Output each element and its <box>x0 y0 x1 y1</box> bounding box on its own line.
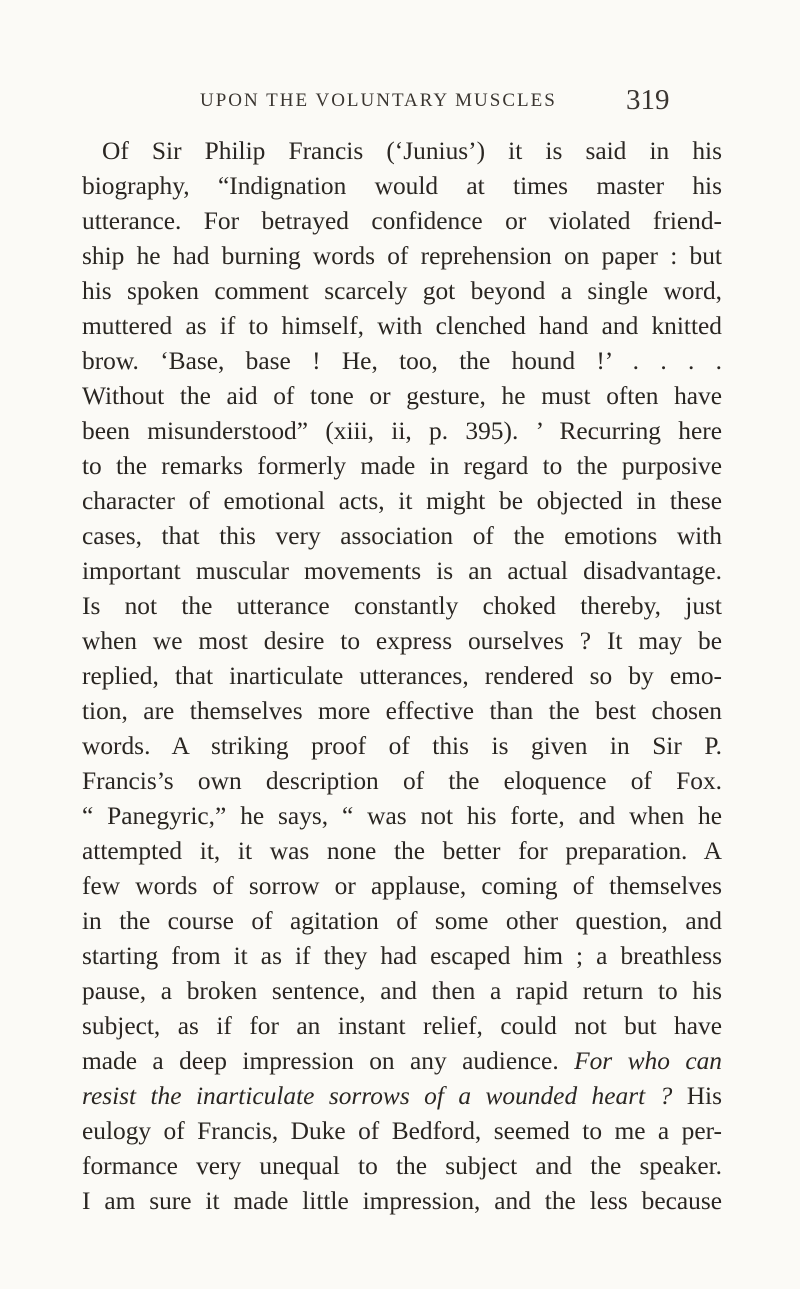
italic-quote-end: resist the inarticulate sorrows of a wounded heart ? <box>82 1082 673 1110</box>
text-line: eulogy of Francis, Duke of Bedford, seemed to me a per- <box>82 1117 722 1145</box>
text-line: “ Panegyric,” he says, “ was not his forte, and when he <box>82 802 722 830</box>
text-segment: made a deep impression on any audience. <box>82 1047 559 1075</box>
text-line: Without the aid of tone or gesture, he must often have <box>82 382 722 410</box>
text-line: cases, that this very association of the emotions with <box>82 522 722 550</box>
text-line: tion, are themselves more effective than the best chosen <box>82 697 722 725</box>
text-line: character of emotional acts, it might be objected in these <box>82 487 722 515</box>
text-line-with-italic <box>82 1044 722 1079</box>
text-line: ship he had burning words of reprehension on paper : but <box>82 242 722 270</box>
text-line: when we most desire to express ourselves ? It may be <box>82 627 722 655</box>
text-line: Francis’s own description of the eloquence of Fox. <box>82 767 722 795</box>
text-line: Of Sir Philip Francis (‘Junius’) it is said in his <box>102 137 722 165</box>
text-line: important muscular movements is an actual disadvantage. <box>82 557 722 585</box>
text-line: starting from it as if they had escaped him ; a breathless <box>82 942 722 970</box>
italic-quote-start: For who can <box>574 1047 722 1075</box>
text-line: to the remarks formerly made in regard to the purposive <box>82 452 722 480</box>
text-line: Is not the utterance constantly choked thereby, just <box>82 592 722 620</box>
text-line: brow. ‘Base, base ! He, too, the hound !’ . . . . <box>82 347 722 375</box>
text-line: muttered as if to himself, with clenched hand and knitted <box>82 312 722 340</box>
running-title: UPON THE VOLUNTARY MUSCLES <box>200 90 557 111</box>
text-line: biography, “Indignation would at times master his <box>82 172 722 200</box>
text-line: formance very unequal to the subject and the speaker. <box>82 1152 722 1180</box>
text-line: words. A striking proof of this is given in Sir P. <box>82 732 722 760</box>
text-line: his spoken comment scarcely got beyond a single word, <box>82 277 722 305</box>
text-line: in the course of agitation of some other question, and <box>82 907 722 935</box>
page-header <box>0 84 800 120</box>
text-line: pause, a broken sentence, and then a rapid return to his <box>82 977 722 1005</box>
body-paragraph <box>82 134 722 1219</box>
text-line: I am sure it made little impression, and the less because <box>82 1187 722 1215</box>
page-number: 319 <box>626 84 670 116</box>
text-line: been misunderstood” (xiii, ii, p. 395). ’ Recurring here <box>82 417 722 445</box>
text-line: utterance. For betrayed confidence or violated friend- <box>82 207 722 235</box>
text-line-with-italic <box>82 1079 722 1114</box>
text-line: few words of sorrow or applause, coming of themselves <box>82 872 722 900</box>
text-line: attempted it, it was none the better for preparation. A <box>82 837 722 865</box>
text-line: subject, as if for an instant relief, could not but have <box>82 1012 722 1040</box>
text-line: replied, that inarticulate utterances, rendered so by emo- <box>82 662 722 690</box>
text-segment: His <box>686 1082 722 1110</box>
